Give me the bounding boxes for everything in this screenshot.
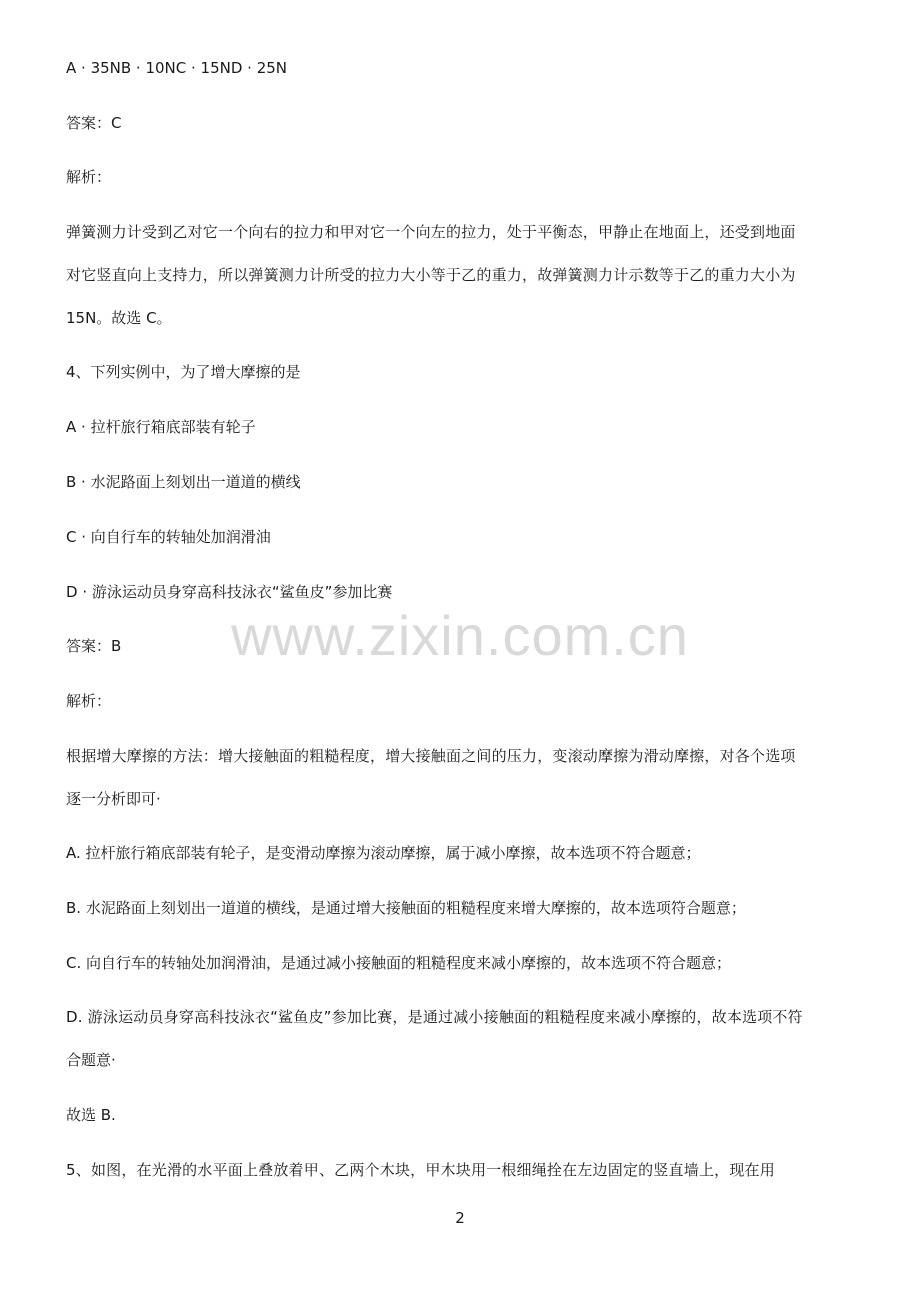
q4-option-c: C · 向自行车的转轴处加润滑油 [66,528,271,546]
q4-analysis-label: 解析： [66,692,112,710]
q4-explain-d-line-1: D. 游泳运动员身穿高科技泳衣“鲨鱼皮”参加比赛，是通过减小接触面的粗糙程度来减小摩擦的，故本选项不符 [66,1008,803,1026]
q3-analysis-line-1: 弹簧测力计受到乙对它一个向右的拉力和甲对它一个向左的拉力，处于平衡态，甲静止在地面上，还受到地面 [66,223,796,241]
q4-stem: 4、下列实例中，为了增大摩擦的是 [66,363,301,381]
q3-answer: 答案：C [66,114,122,132]
q5-stem: 5、如图，在光滑的水平面上叠放着甲、乙两个木块，甲木块用一根细绳拴在左边固定的竖直墙上，现在用 [66,1161,775,1179]
q4-option-a: A · 拉杆旅行箱底部装有轮子 [66,418,256,436]
q3-analysis-line-2: 对它竖直向上支持力，所以弹簧测力计所受的拉力大小等于乙的重力，故弹簧测力计示数等于乙的重力大小为 [66,266,796,284]
q4-analysis-line-1: 根据增大摩擦的方法：增大接触面的粗糙程度，增大接触面之间的压力，变滚动摩擦为滑动摩擦，对各个选项 [66,747,796,765]
q4-explain-b: B. 水泥路面上刻划出一道道的横线，是通过增大接触面的粗糙程度来增大摩擦的，故本选项符合题意； [66,899,746,917]
q4-explain-d-line-2: 合题意· [66,1051,116,1069]
q3-options: A · 35NB · 10NC · 15ND · 25N [66,59,288,77]
q3-analysis-label: 解析： [66,168,112,186]
q4-answer: 答案：B [66,637,122,655]
q3-analysis-line-3: 15N。故选 C。 [66,309,172,327]
q4-conclusion: 故选 B. [66,1106,116,1124]
q4-explain-c: C. 向自行车的转轴处加润滑油，是通过减小接触面的粗糙程度来减小摩擦的，故本选项不符合题意； [66,954,732,972]
q4-explain-a: A. 拉杆旅行箱底部装有轮子，是变滑动摩擦为滚动摩擦，属于减小摩擦，故本选项不符合题意； [66,844,701,862]
q4-option-b: B · 水泥路面上刻划出一道道的横线 [66,473,301,491]
q4-option-d: D · 游泳运动员身穿高科技泳衣“鲨鱼皮”参加比赛 [66,583,393,601]
q4-analysis-line-2: 逐一分析即可· [66,790,161,808]
watermark: www.zixin.com.cn [231,604,689,667]
page-number: 2 [455,1209,465,1227]
